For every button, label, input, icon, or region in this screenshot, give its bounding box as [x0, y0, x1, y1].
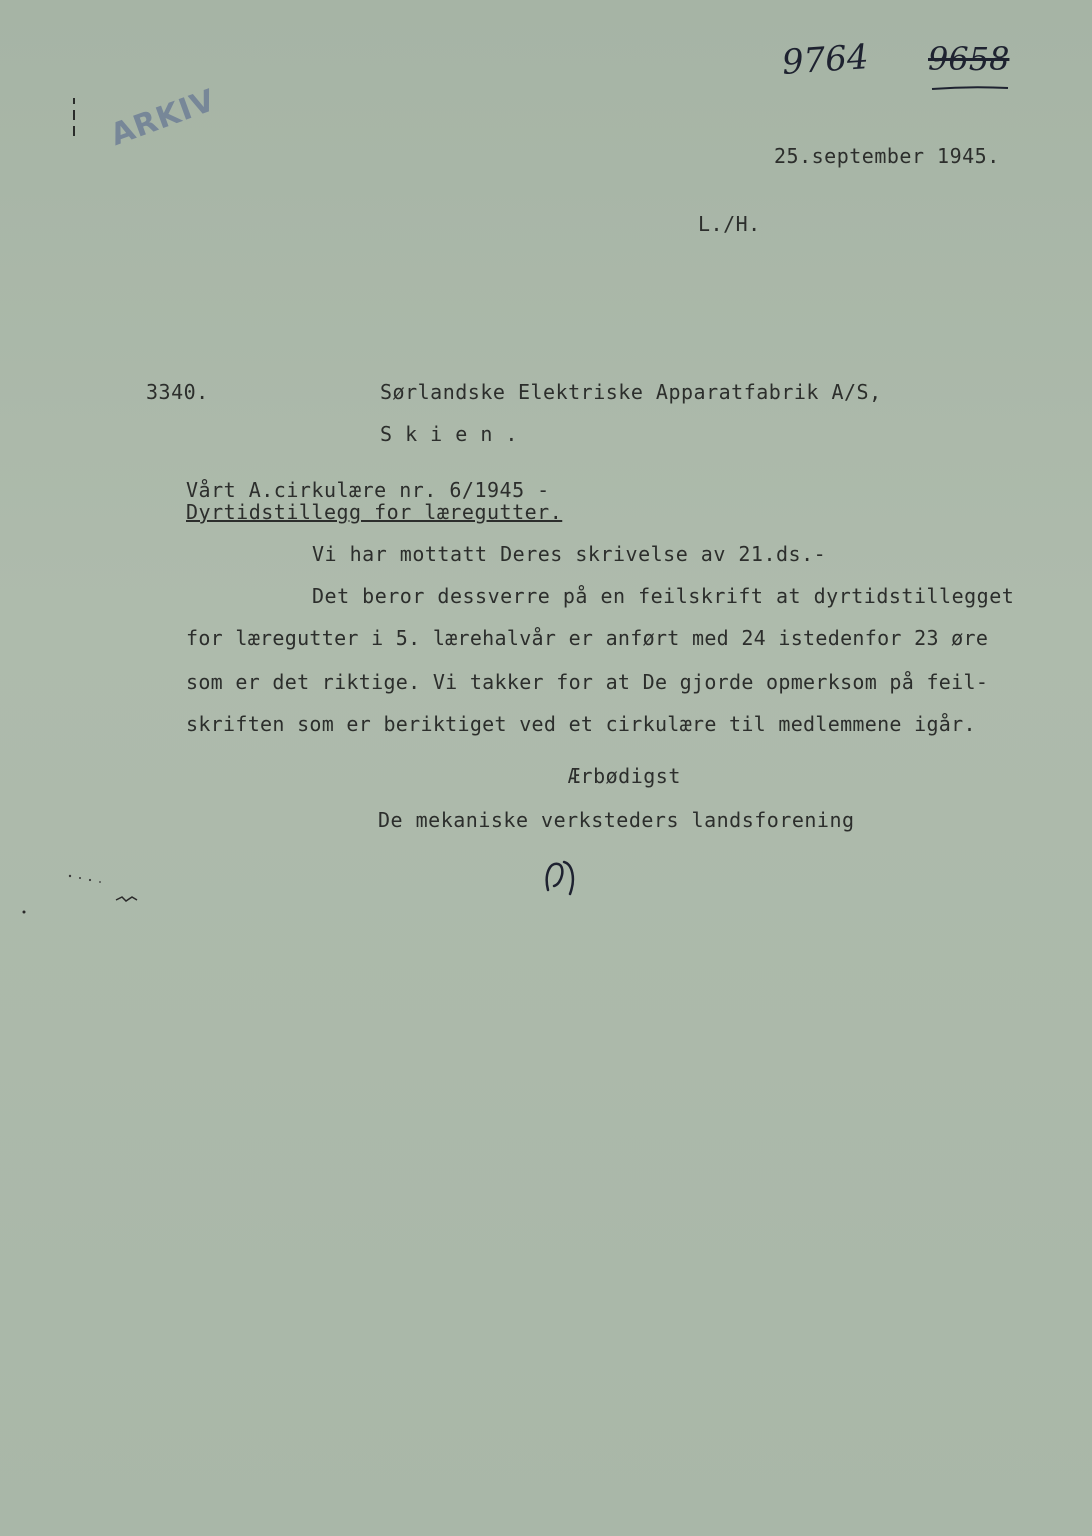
addressee-city: S k i e n .: [380, 422, 518, 446]
body-line-1: Vi har mottatt Deres skrivelse av 21.ds.-: [312, 542, 827, 566]
handwritten-struck-number: 9658: [928, 40, 1010, 78]
underline-mark: [930, 84, 1010, 92]
letter-reference: L./H.: [698, 212, 761, 236]
signature: [540, 850, 590, 900]
handwritten-archive-number: 9764: [780, 37, 870, 83]
addressee-number: 3340.: [146, 380, 209, 404]
subject-line-1: Vårt A.cirkulære nr. 6/1945 -: [186, 478, 550, 502]
margin-marks: [72, 98, 76, 138]
body-line-2: Det beror dessverre på en feilskrift at dyrtidstillegget: [312, 584, 1015, 608]
closing-organization: De mekaniske verksteders landsforening: [378, 808, 855, 832]
archive-stamp: ARKIV: [106, 82, 221, 153]
paper-specks: [20, 860, 160, 920]
subject-line-2: Dyrtidstillegg for læregutter.: [186, 500, 563, 524]
letter-date: 25.september 1945.: [774, 144, 1000, 168]
closing-salutation: Ærbødigst: [568, 764, 681, 788]
body-line-3: for læregutter i 5. lærehalvår er anført med 24 istedenfor 23 øre: [186, 626, 989, 650]
body-line-5: skriften som er beriktiget ved et cirkulære til medlemmene igår.: [186, 712, 976, 736]
addressee-company: Sørlandske Elektriske Apparatfabrik A/S,: [380, 380, 882, 404]
body-line-4: som er det riktige. Vi takker for at De gjorde opmerksom på feil-: [186, 670, 989, 694]
